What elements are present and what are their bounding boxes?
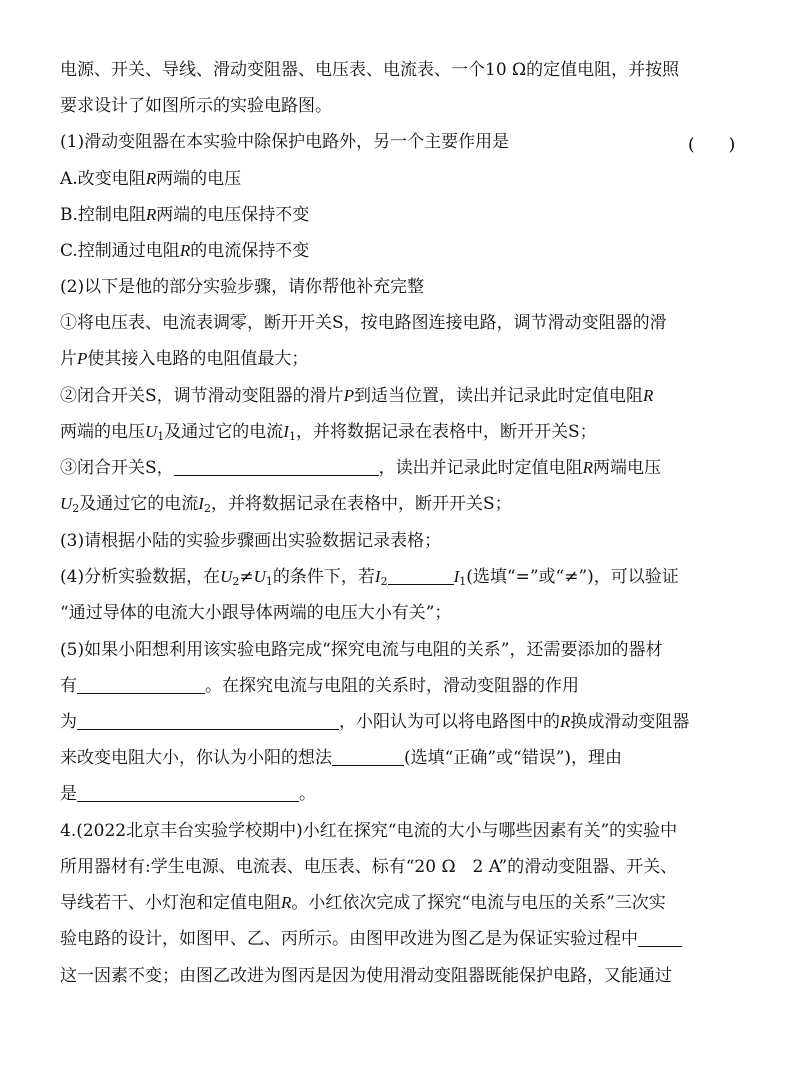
question-5-cont: 是 。 (60, 784, 316, 804)
answer-paren: ( ) (688, 135, 736, 155)
step-3: ③闭合开关S， ，读出并记录此时定值电阻R两端电压 (60, 458, 662, 478)
answer-blank[interactable] (332, 747, 404, 766)
step-2-cont: 两端的电压$U_1$及通过它的电流$I_1$，并将数据记录在表格中，断开开关S； (60, 422, 597, 443)
step-3-cont: $U_2$及通过它的电流$I_2$，并将数据记录在表格中，断开开关S； (60, 494, 512, 515)
problem-4-cont: 这一因素不变；由图乙改进为图丙是因为使用滑动变阻器既能保护电路，又能通过 (60, 966, 672, 986)
option-b: B.控制电阻R两端的电压保持不变 (60, 205, 310, 225)
text-line: 要求设计了如图所示的实验电路图。 (60, 96, 332, 116)
question-2-stem: (2)以下是他的部分实验步骤，请你帮他补充完整 (60, 277, 425, 297)
option-a: A.改变电阻R两端的电压 (60, 169, 242, 189)
question-5-cont: 有 。在探究电流与电阻的关系时，滑动变阻器的作用 (60, 676, 579, 696)
answer-blank[interactable] (174, 457, 379, 476)
answer-blank[interactable] (77, 783, 299, 802)
answer-blank[interactable] (638, 928, 682, 947)
answer-blank[interactable] (388, 566, 454, 585)
question-3: (3)请根据小陆的实验步骤画出实验数据记录表格； (60, 531, 442, 551)
question-5-cont: 来改变电阻大小，你认为小阳的想法 (选填“正确”或“错误”)，理由 (60, 748, 623, 768)
problem-4-cont: 导线若干、小灯泡和定值电阻R。小红依次完成了探究“电流与电压的关系”三次实 (60, 893, 666, 913)
problem-4-cont: 所用器材有:学生电源、电流表、电压表、标有“20 Ω 2 A”的滑动变阻器、开关、 (60, 857, 678, 877)
question-5: (5)如果小阳想利用该实验电路完成“探究电流与电阻的关系”，还需要添加的器材 (60, 640, 663, 660)
step-1-cont: 片P使其接入电路的电阻值最大； (60, 349, 309, 369)
question-4-cont: “通过导体的电流大小跟导体两端的电压大小有关”； (60, 603, 452, 623)
question-1-stem: (1)滑动变阻器在本实验中除保护电路外，另一个主要作用是 (60, 132, 510, 152)
answer-blank[interactable] (77, 711, 339, 730)
problem-4: 4.(2022北京丰台实验学校期中)小红在探究“电流的大小与哪些因素有关”的实验中 (60, 821, 678, 841)
step-1: ①将电压表、电流表调零，断开开关S，按电路图连接电路，调节滑动变阻器的滑 (60, 313, 667, 333)
text-line: 电源、开关、导线、滑动变阻器、电压表、电流表、一个10 Ω的定值电阻，并按照 (60, 60, 680, 80)
answer-blank[interactable] (77, 675, 205, 694)
problem-4-cont: 验电路的设计，如图甲、乙、丙所示。由图甲改进为图乙是为保证实验过程中 (60, 927, 682, 951)
question-4: (4)分析实验数据，在$U_2\ne U_1$的条件下，若$I_2$ $I_1$(选填“=”或“≠”)，可以验证 (60, 567, 679, 588)
question-5-cont: 为 ，小阳认为可以将电路图中的R换成滑动变阻器 (60, 712, 690, 732)
step-2: ②闭合开关S，调节滑动变阻器的滑片P到适当位置，读出并记录此时定值电阻R (60, 386, 654, 406)
option-c: C.控制通过电阻R的电流保持不变 (60, 241, 310, 261)
